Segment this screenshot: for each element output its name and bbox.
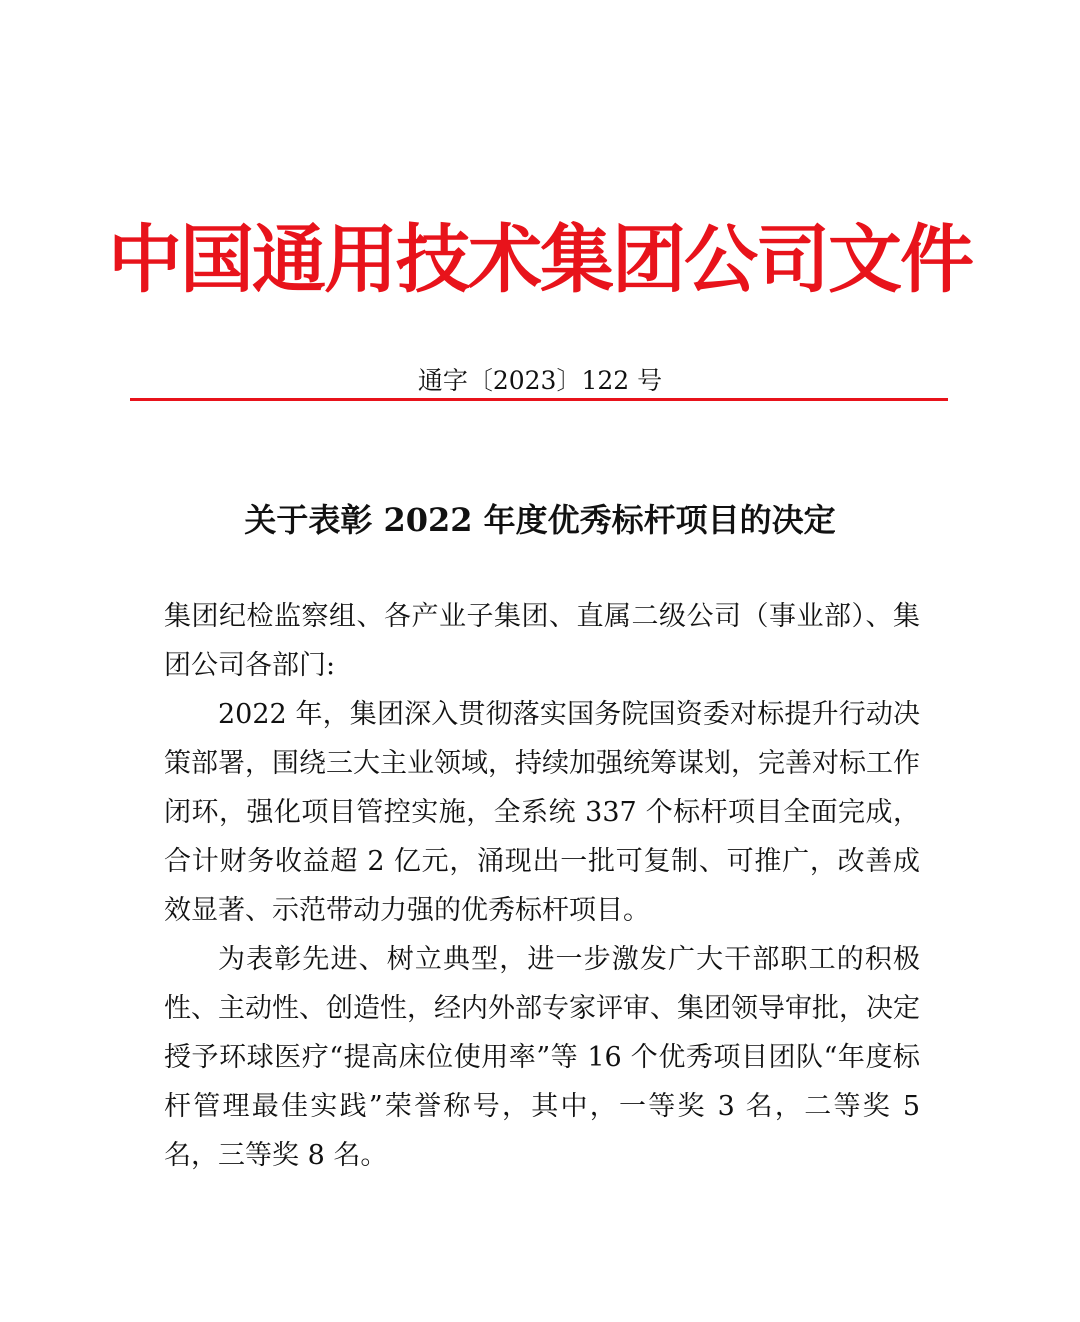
addressee-line: 集团纪检监察组、各产业子集团、直属二级公司（事业部）、集团公司各部门: <box>164 601 920 681</box>
document-number: 通字〔2023〕122 号 <box>417 366 663 395</box>
document-header-title: 中国通用技术集团公司文件 <box>108 217 972 303</box>
document-title: 关于表彰 2022 年度优秀标杆项目的决定 <box>244 501 836 539</box>
body-paragraph-1: 2022 年，集团深入贯彻落实国务院国资委对标提升行动决策部署，围绕三大主业领域，持续加强统筹谋划，完善对标工作闭环，强化项目管控实施，全系统 337 个标杆项目全面完成，合计财务收益超 2 亿元，涌现出一批可复制、可推广，改善成效显著、示范带动力强的优秀标杆项目。 <box>164 699 920 926</box>
document-body <box>164 592 920 1180</box>
body-paragraph-2: 为表彰先进、树立典型，进一步激发广大干部职工的积极性、主动性、创造性，经内外部专家评审、集团领导审批，决定授予环球医疗“提高床位使用率”等 16 个优秀项目团队“年度标杆管理最佳实践”荣誉称号，其中，一等奖 3 名，二等奖 5 名，三等奖 8 名。 <box>164 944 920 1171</box>
red-divider-line <box>130 398 948 401</box>
